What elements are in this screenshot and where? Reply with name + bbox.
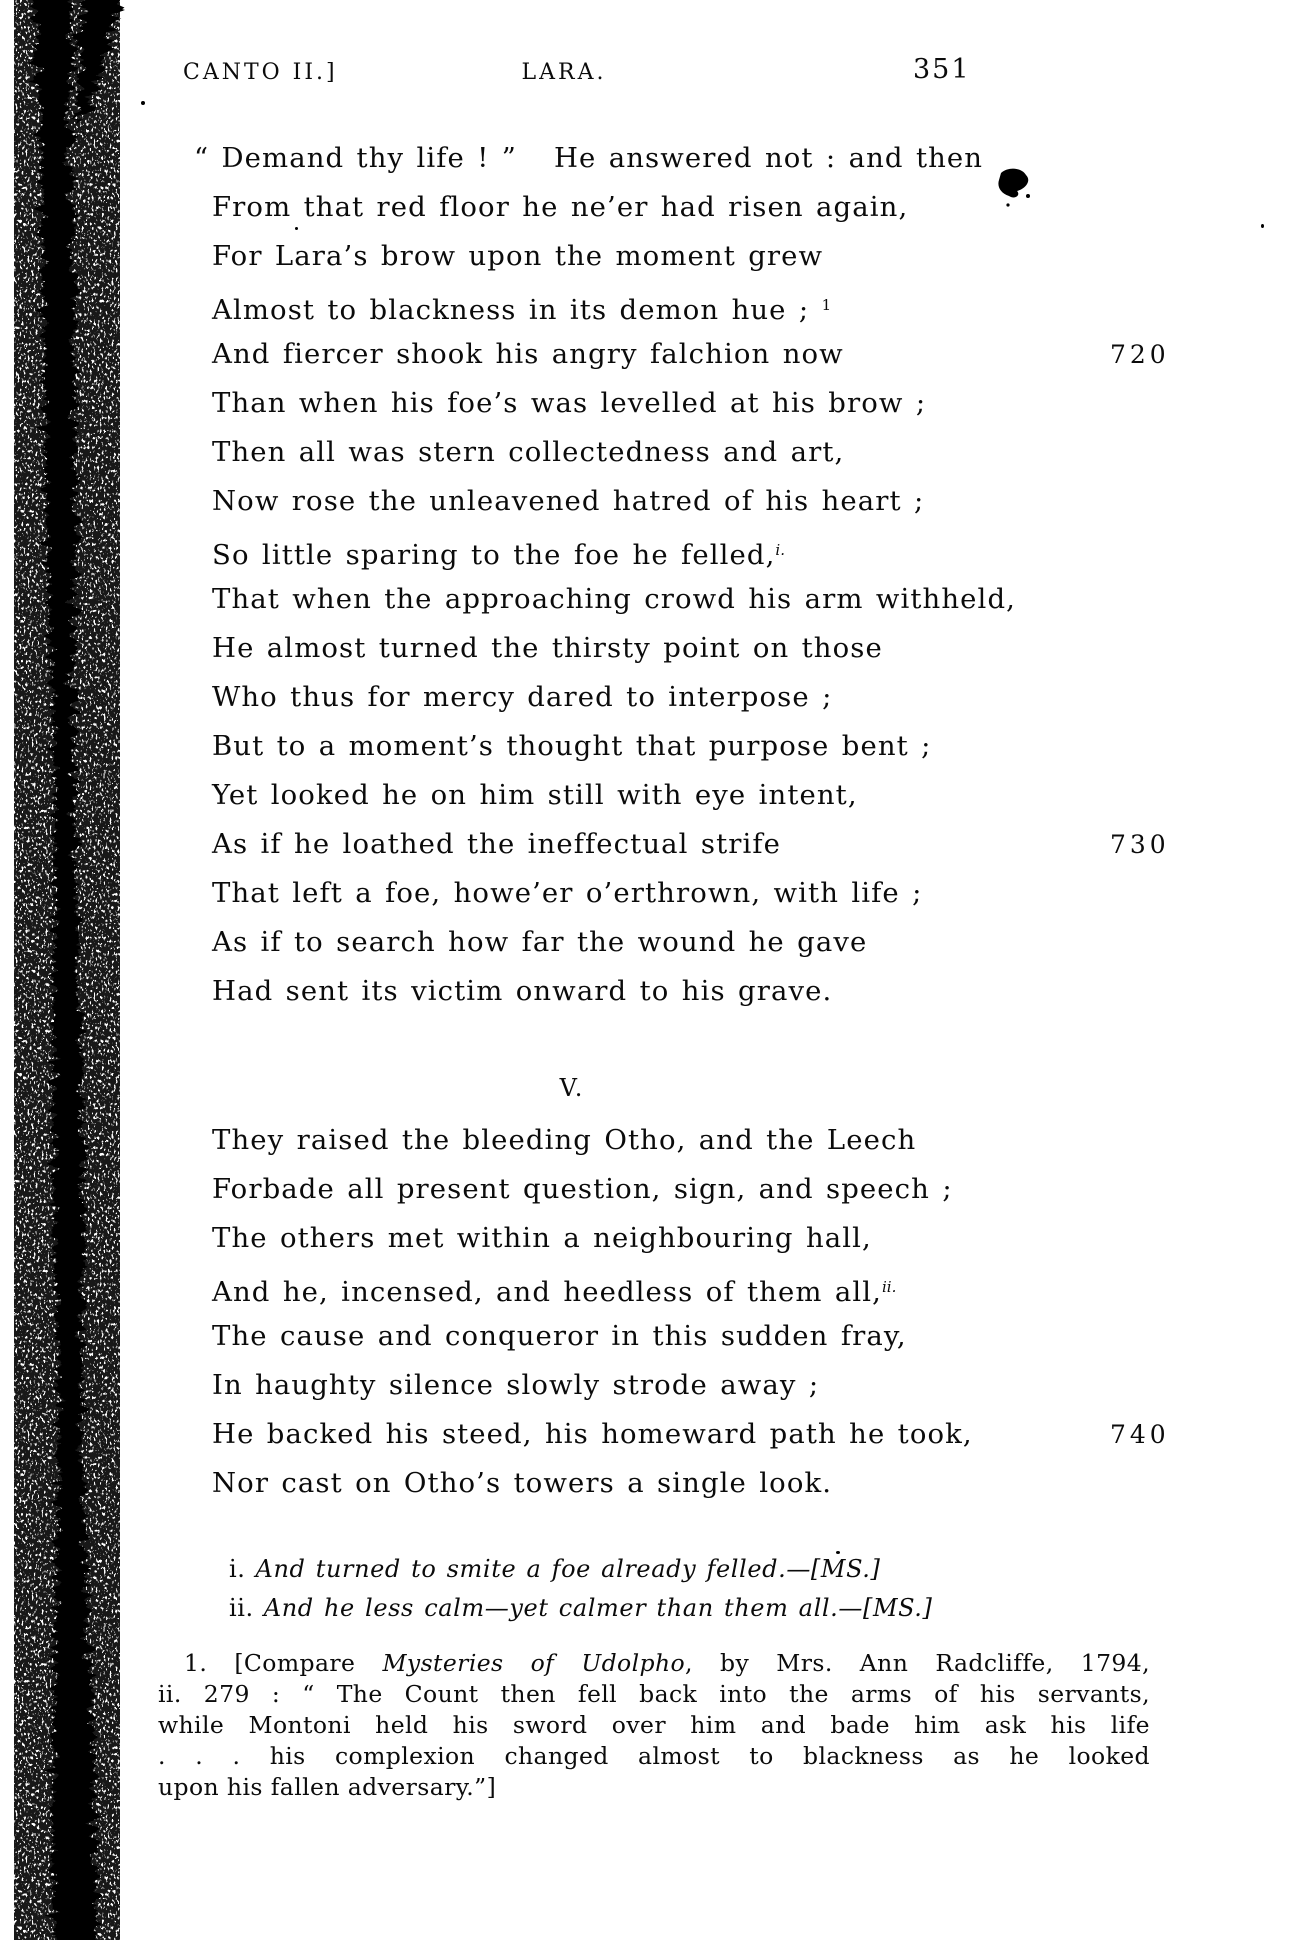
poem-line-text: Now rose the unleavened hatred of his heart ; bbox=[212, 485, 925, 517]
poem-line bbox=[212, 1459, 1212, 1508]
poem-line-text: For Lara’s brow upon the moment grew bbox=[212, 240, 824, 272]
poem-line-text: Forbade all present question, sign, and speech ; bbox=[212, 1173, 953, 1205]
footnote-text-segment: while Montoni held his sword over him and bade him ask his life bbox=[158, 1711, 1150, 1739]
poem-line bbox=[212, 428, 1212, 477]
poem-line bbox=[212, 330, 1212, 379]
poem-line bbox=[212, 624, 1212, 673]
variant-notes bbox=[229, 1550, 933, 1628]
poem-line-text: Yet looked he on him still with eye intent, bbox=[212, 779, 858, 811]
poem-line-text: As if to search how far the wound he gave bbox=[212, 926, 868, 958]
stanza-iv bbox=[194, 134, 1212, 1016]
poem-line-text: And he, incensed, and heedless of them all, bbox=[212, 1276, 882, 1308]
poem-line-text: He almost turned the thirsty point on those bbox=[212, 632, 883, 664]
poem-line-text: So little sparing to the foe he felled, bbox=[212, 539, 776, 571]
footnote-line bbox=[158, 1710, 1150, 1741]
poem-line bbox=[212, 820, 1212, 869]
poem-line bbox=[212, 379, 1212, 428]
header-title: LARA. bbox=[521, 60, 607, 85]
book-title-italic: Mysteries of Udolpho bbox=[382, 1649, 686, 1677]
variant-note-ii bbox=[229, 1589, 933, 1628]
footnote-line bbox=[158, 1741, 1150, 1772]
poem-line-text: And fiercer shook his angry falchion now bbox=[212, 338, 844, 370]
variant-text: And he less calm—yet calmer than them all.—[MS.] bbox=[263, 1594, 933, 1622]
header-page-number: 351 bbox=[913, 54, 971, 85]
poem-line bbox=[212, 1165, 1212, 1214]
variant-marker: i. bbox=[229, 1555, 246, 1583]
poem-line bbox=[212, 526, 1212, 575]
toner-speck bbox=[141, 101, 145, 105]
poem-line bbox=[212, 1410, 1212, 1459]
section-heading-v: V. bbox=[559, 1074, 585, 1102]
poem-line bbox=[212, 918, 1212, 967]
poem-line-text: That when the approaching crowd his arm withheld, bbox=[212, 583, 1016, 615]
poem-line bbox=[212, 1263, 1212, 1312]
poem-line-text: Had sent its victim onward to his grave. bbox=[212, 975, 833, 1007]
footnote-text-segment: . . . his complexion changed almost to blackness as he looked bbox=[158, 1742, 1150, 1770]
poem-line-text: That left a foe, howe’er o’erthrown, with life ; bbox=[212, 877, 923, 909]
poem-line bbox=[194, 134, 1212, 183]
footnote-text-segment: 1. [Compare bbox=[184, 1649, 383, 1677]
poem-line bbox=[212, 1214, 1212, 1263]
poem-line bbox=[212, 869, 1212, 918]
note-reference-mark: ii. bbox=[881, 1278, 897, 1296]
poem-line-text: The cause and conqueror in this sudden fray, bbox=[212, 1320, 907, 1352]
footnote-text-segment: ii. 279 : “ The Count then fell back into the arms of his servants, bbox=[158, 1680, 1150, 1708]
poem-line bbox=[212, 232, 1212, 281]
variant-note-i bbox=[229, 1550, 933, 1589]
footnote-1 bbox=[158, 1648, 1150, 1803]
poem-line-text: Than when his foe’s was levelled at his brow ; bbox=[212, 387, 927, 419]
poem-line bbox=[212, 1312, 1212, 1361]
note-reference-mark: 1 bbox=[821, 296, 832, 314]
poem-line bbox=[212, 477, 1212, 526]
note-reference-mark: i. bbox=[775, 541, 785, 559]
poem-line-text: They raised the bleeding Otho, and the Leech bbox=[212, 1124, 917, 1156]
toner-speck bbox=[1261, 224, 1264, 228]
poem-line bbox=[212, 1361, 1212, 1410]
footnote-line bbox=[158, 1648, 1150, 1679]
poem-line bbox=[212, 1116, 1212, 1165]
verse-line-number: 740 bbox=[1110, 1420, 1170, 1449]
variant-marker: ii. bbox=[229, 1594, 254, 1622]
poem-line bbox=[212, 673, 1212, 722]
poem-line-text: He backed his steed, his homeward path he took, bbox=[212, 1418, 973, 1450]
binding-shadow-artifact bbox=[0, 0, 160, 1940]
variant-text: And turned to smite a foe already felled.—[MS.] bbox=[255, 1555, 881, 1583]
stanza-v bbox=[212, 1116, 1212, 1508]
poem-line bbox=[212, 967, 1212, 1016]
poem-line-text: In haughty silence slowly strode away ; bbox=[212, 1369, 820, 1401]
poem-line-text: Almost to blackness in its demon hue ; bbox=[212, 294, 822, 326]
footnote-text-segment: upon his fallen adversary.”] bbox=[158, 1773, 497, 1801]
footnote-line bbox=[158, 1679, 1150, 1710]
poem-line bbox=[212, 183, 1212, 232]
footnote-line bbox=[158, 1772, 1150, 1803]
poem-line bbox=[212, 771, 1212, 820]
poem-line-text: From that red floor he ne’er had risen again, bbox=[212, 191, 909, 223]
verse-line-number: 720 bbox=[1110, 340, 1170, 369]
poem-line-text: Nor cast on Otho’s towers a single look. bbox=[212, 1467, 833, 1499]
footnote-text-segment: , by Mrs. Ann Radcliffe, 1794, bbox=[685, 1649, 1151, 1677]
poem-line-text: “ Demand thy life ! ” He answered not : and then bbox=[194, 142, 984, 174]
poem-line-text: But to a moment’s thought that purpose bent ; bbox=[212, 730, 932, 762]
poem-line-text: As if he loathed the ineffectual strife bbox=[212, 828, 782, 860]
poem-line bbox=[212, 722, 1212, 771]
poem-line-text: The others met within a neighbouring hall, bbox=[212, 1222, 872, 1254]
verse-line-number: 730 bbox=[1110, 830, 1170, 859]
header-canto: CANTO II.] bbox=[183, 60, 338, 85]
poem-line bbox=[212, 281, 1212, 330]
poem-line-text: Who thus for mercy dared to interpose ; bbox=[212, 681, 833, 713]
poem-line-text: Then all was stern collectedness and art, bbox=[212, 436, 845, 468]
poem-line bbox=[212, 575, 1212, 624]
